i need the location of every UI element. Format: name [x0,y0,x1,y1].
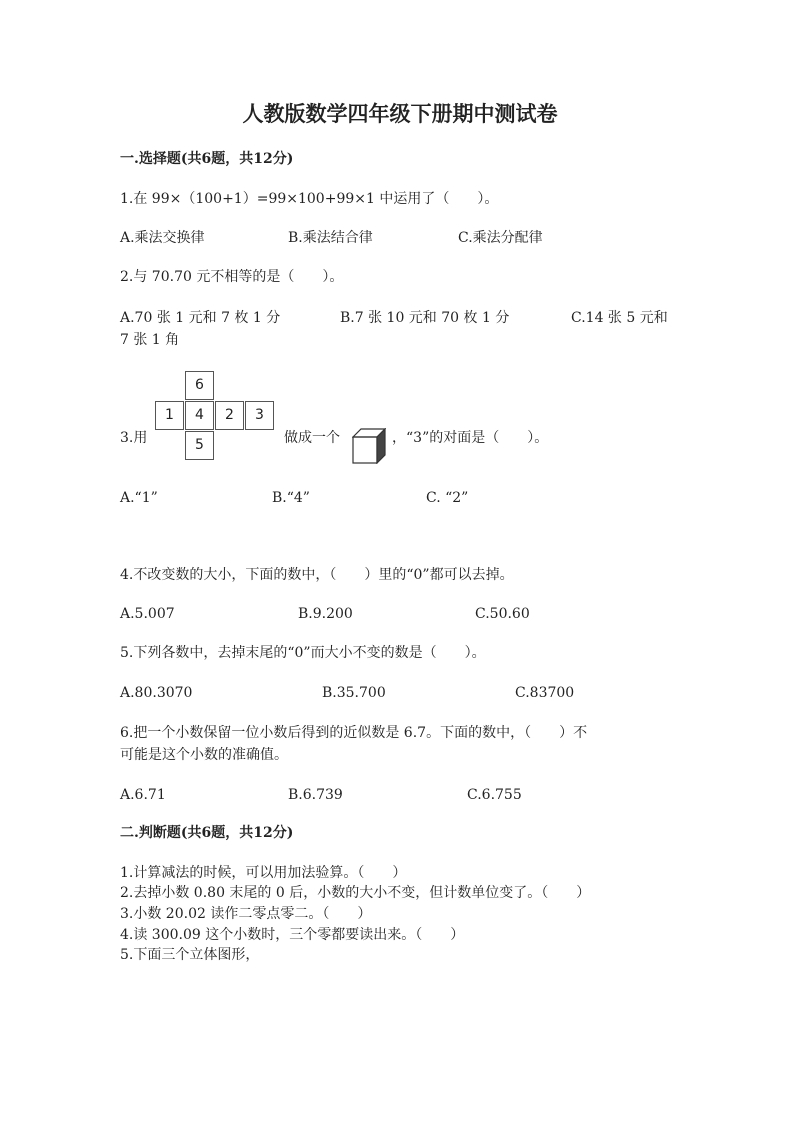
question-4-option-b: B.9.200 [298,606,353,622]
question-3-option-c: C. “2” [426,490,469,506]
net-cell: 4 [185,401,214,430]
question-5-stem: 5.下列各数中，去掉末尾的“0”而大小不变的数是（ ）。 [120,645,486,661]
question-6-stem-line1: 6.把一个小数保留一位小数后得到的近似数是 6.7。下面的数中，（ ）不 [120,725,588,741]
question-5-option-c: C.83700 [515,685,575,701]
question-5-option-a: A.80.3070 [120,685,193,701]
judgement-item: 3.小数 20.02 读作二零点零二。（ ） [120,906,372,922]
net-cell: 6 [185,371,214,400]
net-cell: 1 [155,401,184,430]
question-6-option-c: C.6.755 [467,787,522,803]
question-3-middle: 做成一个 [284,430,340,446]
question-2-option-a: A.70 张 1 元和 7 枚 1 分 [120,310,281,326]
net-cell: 5 [185,431,214,460]
question-6-option-b: B.6.739 [288,787,343,803]
question-2-option-c: C.14 张 5 元和 [571,310,668,326]
judgement-item: 5.下面三个立体图形， [120,947,260,963]
cube-icon [352,428,386,464]
question-3-suffix: ，“3”的对面是（ ）。 [392,430,549,446]
judgement-item: 2.去掉小数 0.80 末尾的 0 后，小数的大小不变，但计数单位变了。（ ） [120,885,591,901]
judgement-item: 1.计算减法的时候，可以用加法验算。（ ） [120,865,407,881]
net-cell: 2 [215,401,244,430]
judgement-item: 4.读 300.09 这个小数时，三个零都要读出来。（ ） [120,927,465,943]
question-6-stem-line2: 可能是这个小数的准确值。 [120,747,288,763]
section-heading-judgement: 二.判断题(共6题，共12分) [120,825,294,841]
page-title: 人教版数学四年级下册期中测试卷 [242,101,558,126]
question-2-option-b: B.7 张 10 元和 70 枚 1 分 [340,310,510,326]
question-2-stem: 2.与 70.70 元不相等的是（ ）。 [120,269,344,285]
question-4-option-c: C.50.60 [475,606,530,622]
question-2-option-c-cont: 7 张 1 角 [120,332,180,348]
question-1-option-b: B.乘法结合律 [288,230,373,246]
question-6-option-a: A.6.71 [120,787,166,803]
question-1-option-c: C.乘法分配律 [458,230,543,246]
question-1-stem: 1.在 99×（100+1）=99×100+99×1 中运用了（ ）。 [120,191,499,207]
question-4-stem: 4.不改变数的大小，下面的数中，（ ）里的“0”都可以去掉。 [120,567,514,583]
question-4-option-a: A.5.007 [120,606,175,622]
net-cell: 3 [245,401,274,430]
question-5-option-b: B.35.700 [322,685,386,701]
question-1-option-a: A.乘法交换律 [120,230,205,246]
section-heading-choice: 一.选择题(共6题，共12分) [120,151,294,167]
question-3-option-b: B.“4” [272,490,310,506]
question-3-prefix: 3.用 [120,430,148,446]
question-3-option-a: A.“1” [120,490,158,506]
